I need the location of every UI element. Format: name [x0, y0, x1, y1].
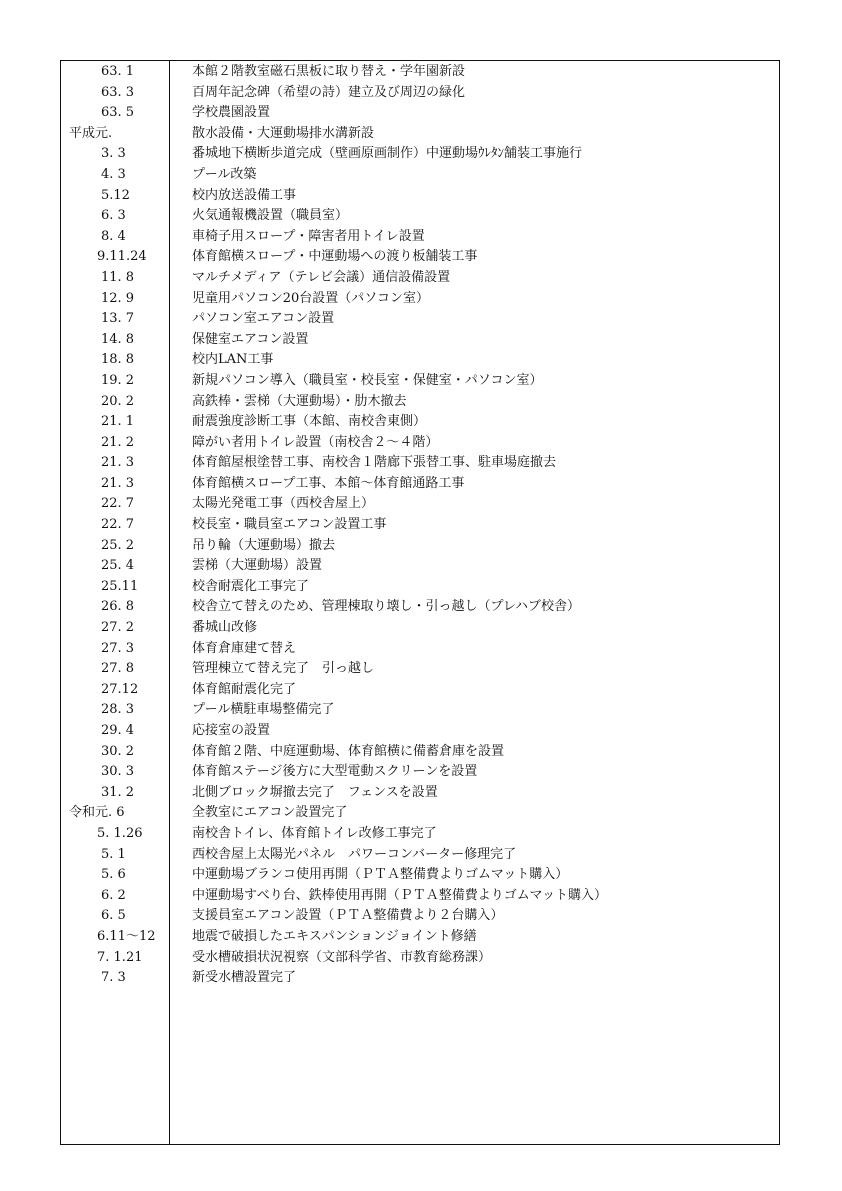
row-date: 8. 4 [101, 228, 126, 244]
table-row [61, 103, 779, 124]
row-date: 25.11 [101, 578, 139, 594]
row-event: 本館２階教室磁石黒板に取り替え・学年園新設 [192, 64, 466, 79]
row-date: 22. 7 [101, 496, 135, 512]
table-row [61, 515, 779, 536]
table-row [61, 742, 779, 763]
row-event: 保健室エアコン設置 [192, 331, 309, 347]
row-date: 21. 2 [101, 434, 135, 450]
row-event: マルチメディア（テレビ会議）通信設備設置 [192, 269, 451, 285]
row-event: 南校舎トイレ、体育館トイレ改修工事完了 [192, 825, 437, 841]
row-date: 平成元. [69, 125, 113, 141]
row-date: 63. 5 [101, 105, 135, 121]
row-event: 火気通報機設置（職員室） [192, 208, 349, 224]
row-event: 体育館耐震化完了 [192, 681, 297, 697]
row-date: 20. 2 [101, 393, 135, 409]
row-event: 体育館横スロープ工事、本館～体育館通路工事 [192, 475, 465, 491]
row-date: 9.11.24 [97, 249, 147, 265]
row-date: 4. 3 [101, 166, 126, 182]
row-event: 西校舎屋上太陽光パネル パワーコンバーター修理完了 [192, 846, 517, 862]
row-event: 番城地下横断歩道完成（壁画原画制作）中運動場ｳﾚﾀﾝ舗装工事施行 [192, 146, 583, 162]
table-row [61, 206, 779, 227]
table-row [61, 948, 779, 969]
table-row [61, 186, 779, 207]
row-date: 6. 2 [101, 887, 126, 903]
table-row [61, 165, 779, 186]
table-row [61, 680, 779, 701]
row-date: 18. 8 [101, 352, 135, 368]
row-event: 校舎耐震化工事完了 [192, 578, 310, 594]
table-row [61, 927, 779, 948]
table-row [61, 597, 779, 618]
row-event: 校舎立て替えのため、管理棟取り壊し・引っ越し（プレハブ校舎） [192, 599, 581, 615]
table-row [61, 247, 779, 268]
table-row [61, 886, 779, 907]
table-row [61, 453, 779, 474]
row-event: 中運動場ブランコ使用再開（ＰＴＡ整備費よりゴムマット購入） [192, 867, 569, 883]
row-event: パソコン室エアコン設置 [192, 311, 335, 327]
table-row [61, 536, 779, 557]
row-date: 25. 4 [101, 558, 135, 574]
row-event: 児童用パソコン20台設置（パソコン室） [192, 290, 430, 306]
table-row [61, 227, 779, 248]
row-event: 吊り輪（大運動場）撤去 [192, 537, 336, 553]
row-event: 百周年記念碑（希望の詩）建立及び周辺の緑化 [192, 84, 466, 100]
row-event: 耐震強度診断工事（本館、南校舎東側） [192, 414, 427, 430]
table-row [61, 494, 779, 515]
row-date: 63. 3 [101, 84, 135, 100]
row-date: 27. 2 [101, 620, 135, 636]
row-event: 散水設備・大運動場排水溝新設 [192, 125, 375, 141]
table-row [61, 824, 779, 845]
table-row [61, 783, 779, 804]
table-row [61, 433, 779, 454]
table-row [61, 639, 779, 660]
row-event: 車椅子用スロープ・障害者用トイレ設置 [192, 228, 425, 244]
row-date: 19. 2 [101, 372, 135, 388]
row-event: 体育館横スロープ・中運動場への渡り板舗装工事 [192, 249, 478, 265]
table-row [61, 968, 779, 989]
table-row [61, 865, 779, 886]
row-date: 21. 3 [101, 455, 135, 471]
row-event: 高鉄棒・雲梯（大運動場）・肋木撤去 [192, 393, 407, 409]
row-date: 25. 2 [101, 537, 135, 553]
row-event: 太陽光発電工事（西校舎屋上） [192, 496, 375, 512]
row-event: 体育館２階、中庭運動場、体育館横に備蓄倉庫を設置 [192, 743, 505, 759]
table-row [61, 762, 779, 783]
row-event: 受水槽破損状況視察（文部科学省、市教育総務課） [192, 949, 492, 965]
table-row [61, 83, 779, 104]
table-row [61, 845, 779, 866]
row-date: 6. 5 [101, 908, 126, 924]
table-row [61, 124, 779, 145]
table-row [61, 371, 779, 392]
row-event: 体育倉庫建て替え [192, 640, 297, 656]
row-date: 28. 3 [101, 702, 135, 718]
table-row [61, 618, 779, 639]
row-date: 11. 8 [101, 269, 135, 285]
row-event: 体育館ステージ後方に大型電動スクリーンを設置 [192, 764, 478, 780]
row-event: 体育館屋根塗替工事、南校舎１階廊下張替工事、駐車場庭撤去 [192, 455, 557, 471]
row-date: 27. 3 [101, 640, 135, 656]
row-event: 中運動場すべり台、鉄棒使用再開（ＰＴＡ整備費よりゴムマット購入） [192, 887, 607, 903]
row-date: 21. 3 [101, 475, 135, 491]
row-date: 5. 1.26 [97, 825, 143, 841]
row-date: 27. 8 [101, 661, 135, 677]
table-row [61, 803, 779, 824]
table-row [61, 62, 779, 83]
row-date: 3. 3 [101, 146, 126, 162]
row-date: 令和元. 6 [69, 805, 125, 821]
table-row [61, 659, 779, 680]
row-event: 新受水槽設置完了 [192, 970, 297, 986]
row-date: 31. 2 [101, 784, 135, 800]
row-date: 13. 7 [101, 311, 135, 327]
row-date: 30. 3 [101, 764, 135, 780]
row-event: 北側ブロック塀撤去完了 フェンスを設置 [192, 784, 438, 800]
table-row [61, 309, 779, 330]
row-date: 22. 7 [101, 517, 135, 533]
row-event: 新規パソコン導入（職員室・校長室・保健室・パソコン室） [192, 372, 543, 388]
table-row [61, 906, 779, 927]
table-row [61, 350, 779, 371]
row-event: プール横駐車場整備完了 [192, 702, 335, 718]
row-date: 5. 1 [101, 846, 126, 862]
row-event: 学校農園設置 [192, 105, 271, 121]
row-event: プール改築 [192, 166, 257, 182]
row-event: 校長室・職員室エアコン設置工事 [192, 517, 387, 533]
table-row [61, 144, 779, 165]
row-date: 12. 9 [101, 290, 135, 306]
row-date: 6. 3 [101, 208, 126, 224]
row-date: 6.11～12 [97, 928, 156, 944]
table-row [61, 577, 779, 598]
row-date: 26. 8 [101, 599, 135, 615]
table-row [61, 289, 779, 310]
row-date: 5. 6 [101, 867, 126, 883]
row-date: 5.12 [101, 187, 130, 203]
table-row [61, 700, 779, 721]
row-event: 校内LAN工事 [192, 352, 274, 368]
row-date: 29. 4 [101, 723, 135, 738]
history-table [61, 62, 779, 989]
row-event: 管理棟立て替え完了 引っ越し [192, 661, 375, 677]
table-row [61, 268, 779, 289]
row-date: 7. 3 [101, 970, 126, 986]
table-row [61, 330, 779, 351]
table-row [61, 412, 779, 433]
row-date: 27.12 [101, 681, 139, 697]
table-row [61, 474, 779, 495]
row-event: 番城山改修 [192, 620, 258, 636]
row-date: 7. 1.21 [97, 949, 143, 965]
row-event: 支援員室エアコン設置（ＰＴＡ整備費より２台購入） [192, 908, 504, 924]
row-date: 63. 1 [101, 64, 135, 79]
row-date: 30. 2 [101, 743, 135, 759]
row-event: 全教室にエアコン設置完了 [192, 805, 348, 821]
row-event: 地震で破損したエキスパンションジョイント修繕 [192, 928, 477, 944]
row-event: 雲梯（大運動場）設置 [192, 558, 323, 574]
table-row [61, 556, 779, 577]
table-row [61, 721, 779, 742]
row-event: 校内放送設備工事 [192, 187, 297, 203]
row-event: 障がい者用トイレ設置（南校舎２～４階） [192, 434, 439, 450]
table-row [61, 392, 779, 413]
row-event: 応接室の設置 [192, 723, 271, 738]
row-date: 21. 1 [101, 414, 135, 430]
row-date: 14. 8 [101, 331, 135, 347]
